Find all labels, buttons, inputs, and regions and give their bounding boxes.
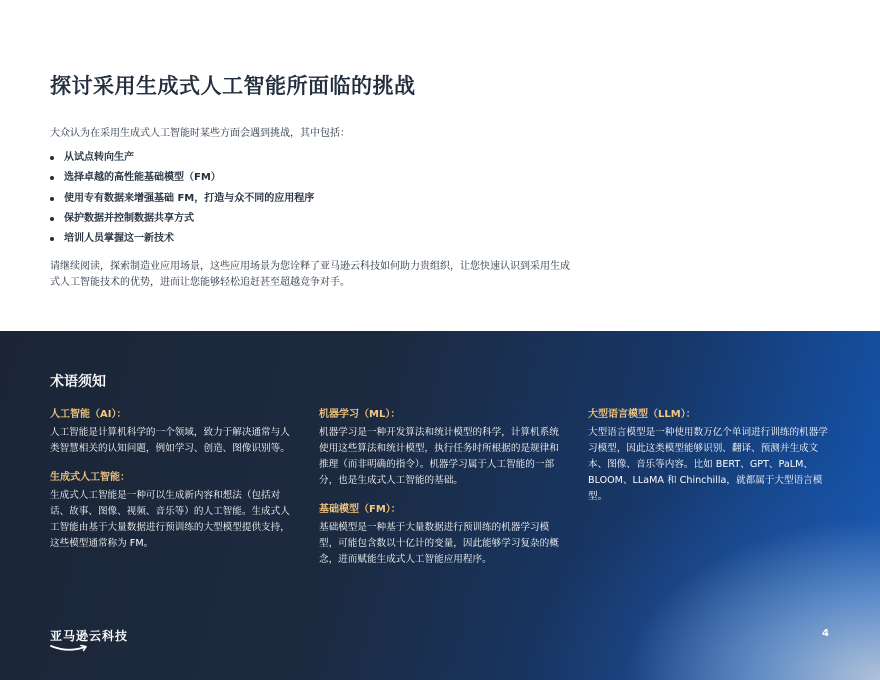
term-definition: 基础模型是一种基于大量数据进行预训练的机器学习模型，可能包含数以十亿计的变量，因此能够学习复杂的概念，进而赋能生成式人工智能应用程序。 xyxy=(319,522,559,565)
glossary-term-llm xyxy=(588,408,833,505)
term-name: 机器学习（ML）： xyxy=(319,409,401,420)
bullet-dot-icon xyxy=(50,217,54,221)
bullet-dot-icon xyxy=(50,197,54,201)
glossary-term-genai xyxy=(50,471,295,552)
term-definition: 人工智能是计算机科学的一个领域，致力于解决通常与人类智慧相关的认知问题，例如学习、创造、图像识别等。 xyxy=(50,427,290,454)
glossary-column-2 xyxy=(319,408,564,582)
list-item: 保护数据并控制数据共享方式 xyxy=(50,212,314,232)
term-name: 基础模型（FM）： xyxy=(319,504,401,515)
glossary-section xyxy=(0,331,880,680)
glossary-column-1 xyxy=(50,408,295,566)
glossary-term-ml xyxy=(319,408,564,489)
list-item: 培训人员掌握这一新技术 xyxy=(50,232,314,252)
glossary-term-ai xyxy=(50,408,295,457)
term-definition: 生成式人工智能是一种可以生成新内容和想法（包括对话、故事、图像、视频、音乐等）的人工智能。生成式人工智能由基于大量数据进行预训练的大型模型提供支持，这些模型通常称为 FM。 xyxy=(50,490,290,549)
glossary-title: 术语须知 xyxy=(50,374,106,390)
term-name: 生成式人工智能： xyxy=(50,472,130,483)
closing-paragraph: 请继续阅读，探索制造业应用场景，这些应用场景为您诠释了亚马逊云科技如何助力贵组织，让您快速认识到采用生成式人工智能技术的优势，进而让您能够轻松追赶甚至超越竞争对手。 xyxy=(50,261,570,288)
list-item: 选择卓越的高性能基础模型（FM） xyxy=(50,171,314,191)
term-name: 人工智能（AI）： xyxy=(50,409,127,420)
smile-arrow-icon xyxy=(50,644,90,654)
company-logo xyxy=(50,627,128,654)
page-title: 探讨采用生成式人工智能所面临的挑战 xyxy=(50,74,416,98)
glossary-term-fm xyxy=(319,503,564,568)
intro-paragraph: 大众认为在采用生成式人工智能时某些方面会遇到挑战，其中包括： xyxy=(50,128,350,139)
glossary-column-3 xyxy=(588,408,833,519)
bullet-dot-icon xyxy=(50,176,54,180)
bullet-dot-icon xyxy=(50,156,54,160)
bullet-dot-icon xyxy=(50,237,54,241)
term-definition: 机器学习是一种开发算法和统计模型的科学，计算机系统使用这些算法和统计模型，执行任务时所根据的是规律和推理（而非明确的指令）。机器学习属于人工智能的一部分，也是生成式人工智能的基础。 xyxy=(319,427,559,486)
challenge-list xyxy=(50,151,314,252)
list-item: 从试点转向生产 xyxy=(50,151,314,171)
logo-text: 亚马逊云科技 xyxy=(50,629,129,643)
intro-section xyxy=(0,0,880,331)
term-definition: 大型语言模型是一种使用数万亿个单词进行训练的机器学习模型，因此这类模型能够识别、翻译、预测并生成文本、图像、音乐等内容。比如 BERT、GPT、PaLM、BLOOM、LLaMA 和 Chinchilla，就都属于大型语言模型。 xyxy=(588,427,828,502)
term-name: 大型语言模型（LLM）： xyxy=(588,409,696,420)
list-item: 使用专有数据来增强基础 FM，打造与众不同的应用程序 xyxy=(50,192,314,212)
page-number: 4 xyxy=(822,628,829,639)
